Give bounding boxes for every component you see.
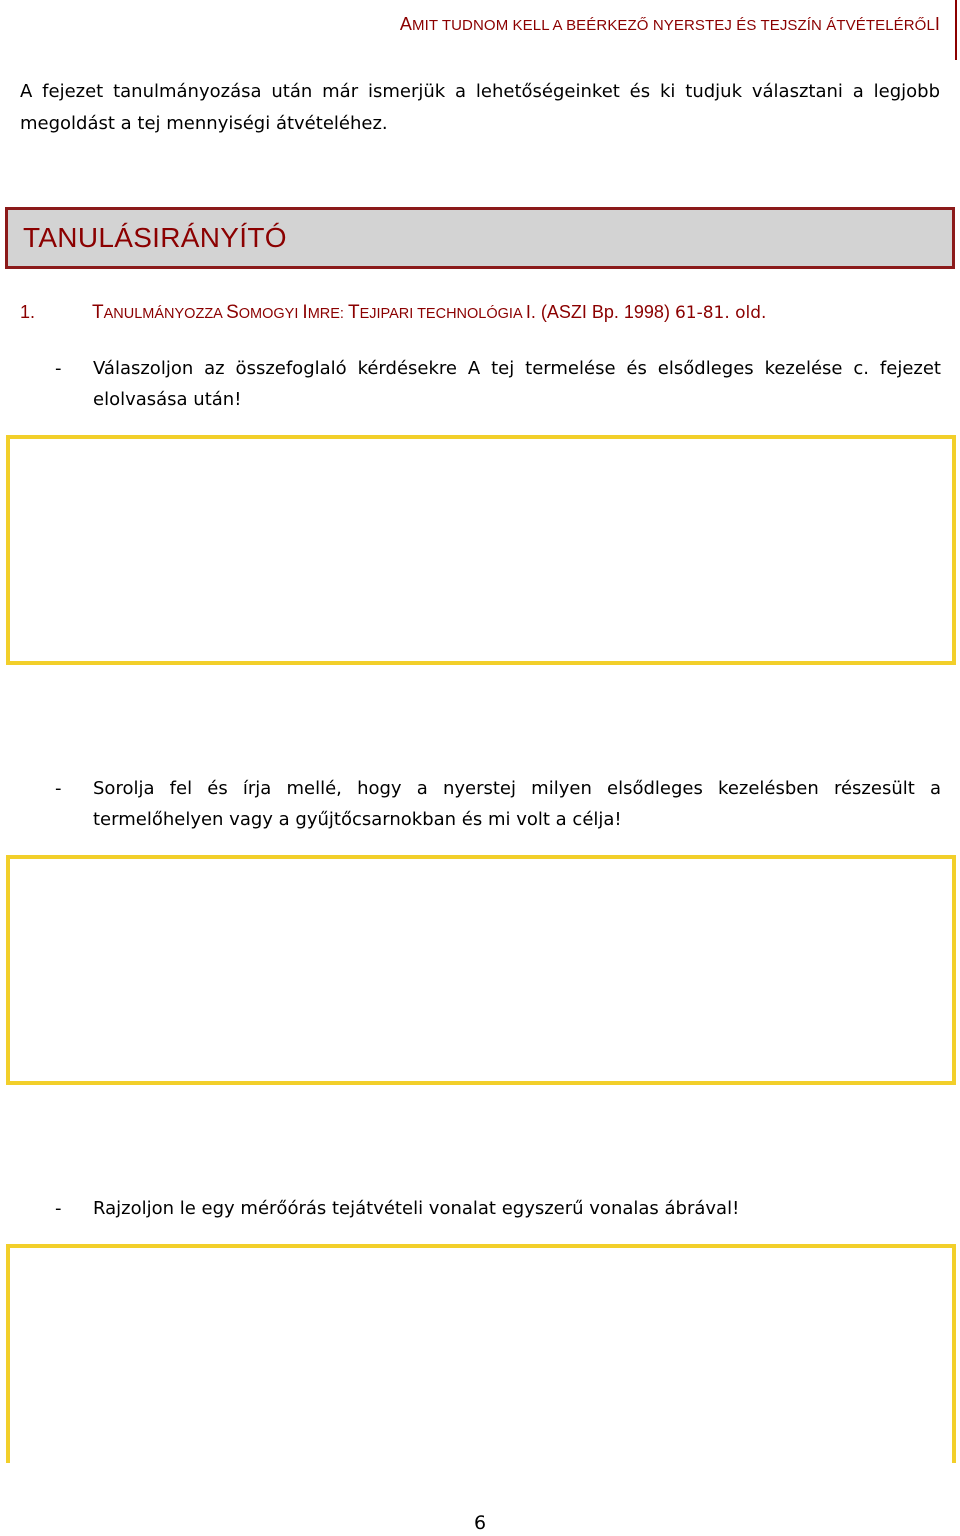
reference-number: 1.: [20, 302, 36, 322]
reference-text: TANULMÁNYOZZA SOMOGYI IMRE: TEJIPARI TECHNOLÓGIA I. (ASZI Bp. 1998) 61-81. old.: [92, 302, 767, 323]
task-item: [55, 1193, 941, 1224]
guide-banner: [5, 207, 955, 269]
running-header: [400, 14, 940, 35]
answer-box[interactable]: [6, 1244, 956, 1463]
page-number: 6: [473, 1512, 487, 1534]
header-rule: [955, 0, 957, 60]
task-text: Válaszoljon az összefoglaló kérdésekre A tej termelése és elsődleges kezelése c. fejezet elolvasása után!: [93, 358, 941, 410]
answer-box[interactable]: [6, 855, 956, 1085]
task-item: [55, 353, 941, 415]
header-trailing-mark: I: [934, 14, 940, 34]
task-dash: -: [55, 358, 62, 379]
intro-paragraph: A fejezet tanulmányozása után már ismerjük a lehetőségeinket és ki tudjuk választani a legjobb megoldást a tej mennyiségi átvételéhez.: [20, 81, 940, 134]
task-text: Rajzoljon le egy mérőórás tejátvételi vonalat egyszerű vonalas ábrával!: [93, 1198, 740, 1219]
task-dash: -: [55, 1198, 62, 1219]
task-item: [55, 773, 941, 835]
task-dash: -: [55, 778, 62, 799]
answer-box[interactable]: [6, 435, 956, 665]
header-initial: A: [399, 14, 413, 34]
task-text: Sorolja fel és írja mellé, hogy a nyerstej milyen elsődleges kezelésben részesült a termelőhelyen vagy a gyűjtőcsarnokban és mi volt a célja!: [93, 778, 941, 830]
guide-title: TANULÁSIRÁNYÍTÓ: [23, 222, 287, 253]
header-title: MIT TUDNOM KELL A BEÉRKEZŐ NYERSTEJ ÉS TEJSZÍN ÁTVÉTELÉRŐL: [412, 17, 935, 34]
